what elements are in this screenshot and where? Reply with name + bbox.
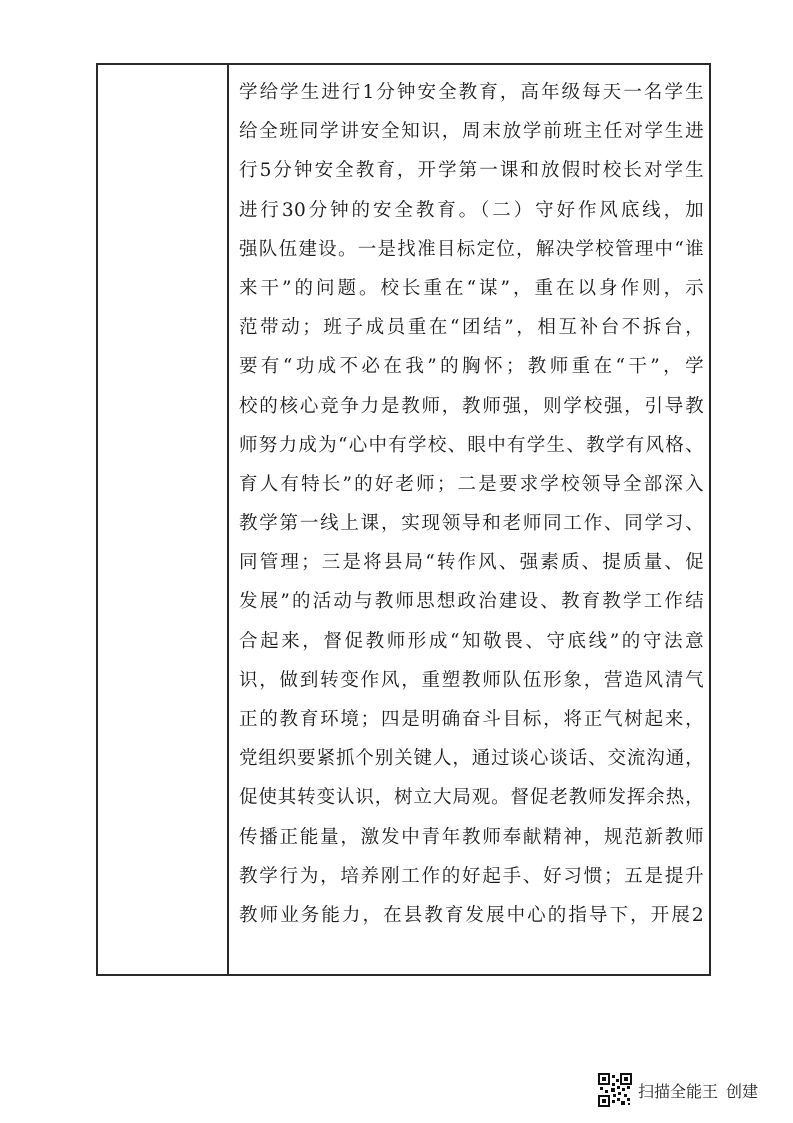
text-line: 教学第一线上课，实现领导和老师同工作、同学习、	[239, 513, 704, 535]
text-line: 党组织要紧抓个别关键人，通过谈心谈话、交流沟通，	[239, 748, 704, 770]
scanner-watermark	[598, 1070, 758, 1110]
text-line: 合起来，督促教师形成“知敬畏、守底线”的守法意	[239, 630, 704, 652]
text-line: 教师业务能力，在县教育发展中心的指导下，开展2	[239, 904, 704, 926]
text-line: 范带动；班子成员重在“团结”，相互补台不拆台，	[239, 317, 704, 339]
text-line: 给全班同学讲安全知识，周末放学前班主任对学生进	[239, 121, 704, 143]
body-text	[239, 73, 704, 935]
watermark-action: 创建	[726, 1081, 759, 1101]
table-label-cell	[98, 65, 229, 974]
text-line: 育人有特长”的好老师；二是要求学校领导全部深入	[239, 473, 704, 495]
text-line: 同管理；三是将县局“转作风、强素质、提质量、促	[239, 552, 704, 574]
app-name: 扫描全能王	[638, 1081, 719, 1101]
text-line: 校的核心竞争力是教师，教师强，则学校强，引导教	[239, 395, 704, 417]
text-line: 发展”的活动与教师思想政治建设、教育教学工作结	[239, 591, 704, 613]
watermark-text	[638, 1079, 758, 1102]
document-table	[96, 63, 711, 976]
text-line: 教学行为，培养刚工作的好起手、好习惯；五是提升	[239, 865, 704, 887]
text-line: 正的教育环境；四是明确奋斗目标，将正气树起来，	[239, 709, 704, 730]
text-line: 师努力成为“心中有学校、眼中有学生、教学有风格、	[239, 434, 704, 456]
text-line: 行5分钟安全教育，开学第一课和放假时校长对学生	[239, 160, 704, 182]
text-line: 强队伍建设。一是找准目标定位，解决学校管理中“谁	[239, 238, 704, 260]
qr-code-icon	[598, 1073, 632, 1107]
text-line: 要有“功成不必在我”的胸怀；教师重在“干”，学	[239, 356, 704, 378]
table-content-cell	[229, 65, 709, 974]
text-line: 学给学生进行1分钟安全教育，高年级每天一名学生	[239, 82, 704, 103]
text-line: 来干”的问题。校长重在“谋”，重在以身作则，示	[239, 277, 704, 299]
text-line: 传播正能量，激发中青年教师奉献精神，规范新教师	[239, 826, 704, 848]
text-line: 促使其转变认识，树立大局观。督促老教师发挥余热，	[239, 787, 704, 809]
text-line: 识，做到转变作风，重塑教师队伍形象，营造风清气	[239, 669, 704, 691]
text-line: 进行30分钟的安全教育。（二）守好作风底线，加	[239, 199, 704, 221]
